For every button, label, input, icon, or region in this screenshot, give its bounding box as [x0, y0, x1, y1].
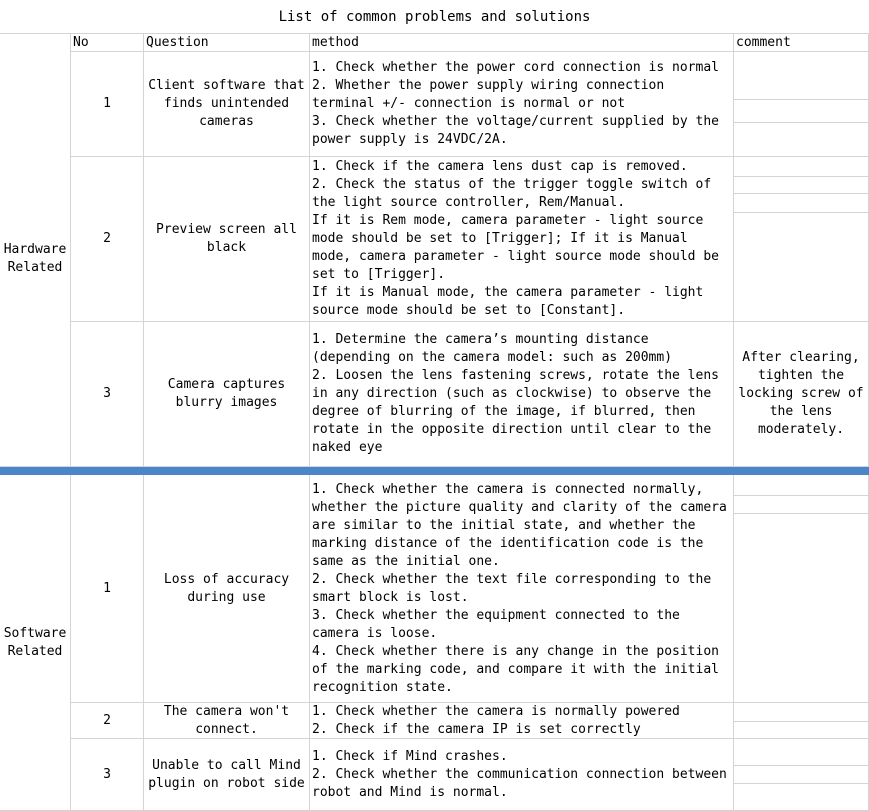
row-no-text: 3: [103, 766, 111, 782]
category-hardware-label: Hardware Related: [3, 242, 67, 275]
method-line: If it is Rem mode, camera parameter - light source mode should be set to [Trigger]; If it is Manual mode, camera parameter - light source mode should be set to [Trigger].: [312, 213, 719, 282]
comment-subline: [734, 721, 869, 722]
header-category-cell: [0, 34, 71, 52]
method-line: 2. Check the status of the trigger toggle switch of the light source controller, Rem/Manual.: [312, 177, 712, 210]
method-line: 2. Check if the camera IP is set correctly: [312, 721, 641, 737]
table-row-method: [310, 52, 734, 157]
table-row-method: [310, 703, 734, 739]
table-row-no: [71, 475, 144, 703]
section-divider: [0, 467, 869, 475]
table-row-no: [71, 739, 144, 811]
method-line: 2. Whether the power supply wiring connection terminal +/- connection is normal or not: [312, 78, 665, 111]
table-title: [0, 0, 869, 34]
method-line: 1. Check whether the camera is normally powered: [312, 703, 680, 719]
table-row-question: [144, 52, 310, 157]
row-question-text: Unable to call Mind plugin on robot side: [148, 757, 305, 791]
header-comment: [734, 34, 869, 52]
method-line: If it is Manual mode, the camera parameter - light source mode should be set to [Constant].: [312, 285, 704, 318]
method-line: 2. Check whether the text file corresponding to the smart block is lost.: [312, 571, 712, 605]
table-row-method: [310, 322, 734, 467]
row-no-text: 2: [103, 231, 111, 246]
table-row-question: [144, 703, 310, 739]
table-row-no: [71, 157, 144, 322]
row-no-text: 2: [103, 712, 111, 728]
table-row-no: [71, 52, 144, 157]
method-line: 3. Check whether the voltage/current supplied by the power supply is 24VDC/2A.: [312, 114, 719, 147]
comment-subline: [734, 193, 869, 194]
comment-subline: [734, 513, 869, 514]
header-method-label: method: [312, 34, 359, 50]
row-question-text: The camera won't connect.: [163, 703, 290, 737]
row-comment-text: After clearing, tighten the locking screw of the lens moderately.: [738, 350, 864, 437]
method-line: 1. Check if Mind crashes.: [312, 748, 508, 764]
header-no: [71, 34, 144, 52]
comment-subline: [734, 495, 869, 496]
row-question-text: Client software that finds unintended cameras: [148, 78, 305, 129]
method-line: 1. Determine the camera’s mounting distance (depending on the camera model: such as 200mm): [312, 332, 673, 365]
header-question-label: Question: [146, 34, 209, 50]
table-row-comment: [734, 157, 869, 322]
category-hardware: [0, 52, 71, 467]
method-line: 1. Check whether the power cord connection is normal: [312, 60, 719, 75]
row-question-text: Camera captures blurry images: [167, 377, 286, 410]
row-no-text: 3: [103, 386, 111, 401]
category-software: [0, 475, 71, 811]
method-line: 3. Check whether the equipment connected to the camera is loose.: [312, 607, 680, 641]
row-no-text: 1: [103, 96, 111, 111]
table-row-question: [144, 157, 310, 322]
table-row-comment: [734, 322, 869, 467]
table-row-method: [310, 739, 734, 811]
table-row-no: [71, 322, 144, 467]
comment-subline: [734, 122, 869, 123]
method-line: 2. Loosen the lens fastening screws, rotate the lens in any direction (such as clockwise) to observe the degree of blurring of the image, if blurred, then rotate in the opposite direction until clear to the naked eye: [312, 368, 719, 455]
table-row-question: [144, 739, 310, 811]
comment-subline: [734, 783, 869, 784]
table-row-comment: [734, 52, 869, 157]
row-no-text: 1: [103, 580, 111, 596]
comment-subline: [734, 765, 869, 766]
header-comment-label: comment: [736, 34, 791, 50]
table-row-method: [310, 475, 734, 703]
method-line: 2. Check whether the communication connection between robot and Mind is normal.: [312, 766, 727, 800]
header-no-label: No: [73, 34, 89, 50]
table-row-method: [310, 157, 734, 322]
header-method: [310, 34, 734, 52]
comment-subline: [734, 176, 869, 177]
table-row-comment: [734, 739, 869, 811]
row-question-text: Loss of accuracy during use: [163, 571, 290, 605]
category-software-label: Software Related: [3, 625, 67, 659]
comment-subline: [734, 212, 869, 213]
comment-subline: [734, 99, 869, 100]
table-row-comment: [734, 475, 869, 703]
row-question-text: Preview screen all black: [156, 222, 297, 255]
header-question: [144, 34, 310, 52]
method-line: 1. Check if the camera lens dust cap is removed.: [312, 159, 688, 174]
table-row-question: [144, 475, 310, 703]
table-row-question: [144, 322, 310, 467]
table-row-no: [71, 703, 144, 739]
method-line: 1. Check whether the camera is connected normally, whether the picture quality and clarity of the camera are similar to the initial state, and whether the marking distance of the identification code is the same as the initial one.: [312, 481, 727, 569]
method-line: 4. Check whether there is any change in the position of the marking code, and compare it with the initial recognition state.: [312, 643, 719, 695]
table-title-text: List of common problems and solutions: [278, 8, 591, 25]
